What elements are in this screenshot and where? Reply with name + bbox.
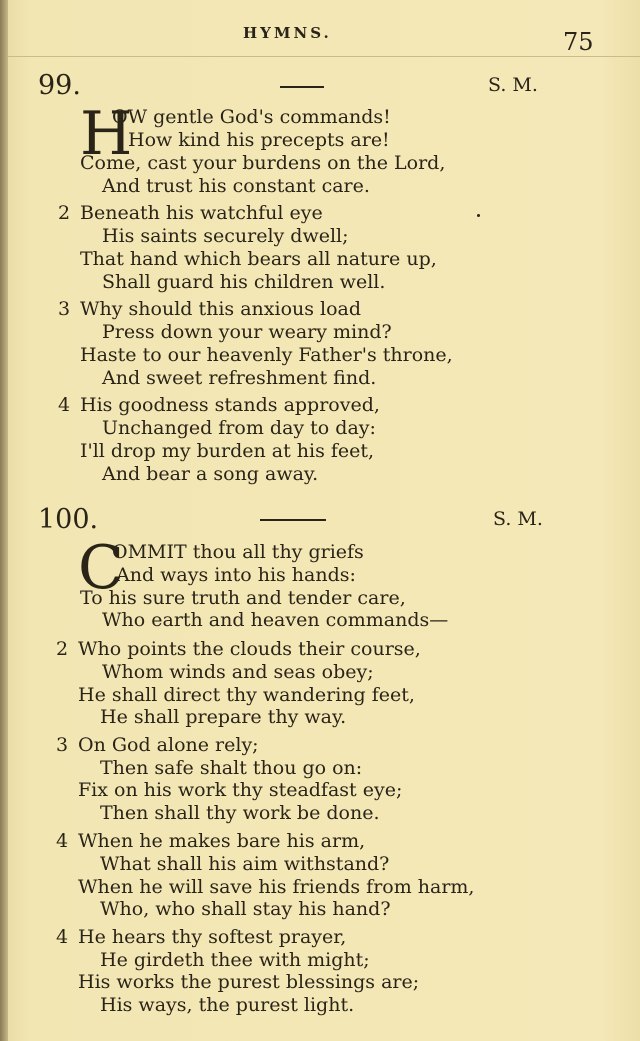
verse-line: Press down your weary mind? (102, 321, 392, 343)
hymn-meter: S. M. (493, 508, 543, 530)
stanza-number: 4 (58, 394, 71, 416)
ink-speck (477, 214, 480, 217)
verse-line: He hears thy softest prayer, (78, 926, 347, 948)
stanza-number: 2 (58, 202, 71, 224)
verse-line: OMMIT thou all thy griefs (112, 541, 364, 563)
header-rule (8, 56, 640, 57)
page-number: 75 (563, 28, 594, 56)
verse-line: Who, who shall stay his hand? (100, 898, 391, 920)
verse-line: Who points the clouds their course, (78, 638, 421, 660)
verse-line: He girdeth thee with might; (100, 949, 370, 971)
verse-line: And bear a song away. (102, 463, 319, 485)
page-gutter (0, 0, 8, 1041)
hymn-separator (280, 86, 324, 88)
running-head: HYMNS. (243, 24, 332, 42)
hymn-number: 100. (38, 504, 99, 535)
drop-cap: C (78, 533, 124, 603)
verse-line: Who earth and heaven commands— (102, 609, 449, 631)
verse-line: Why should this anxious load (80, 298, 362, 320)
hymn-number: 99. (38, 70, 81, 101)
verse-line: When he will save his friends from harm, (78, 876, 475, 898)
verse-line: What shall his aim withstand? (100, 853, 390, 875)
verse-line: His ways, the purest light. (100, 994, 355, 1016)
stanza-number: 3 (56, 734, 69, 756)
verse-line: I'll drop my burden at his feet, (80, 440, 375, 462)
verse-line: And sweet refreshment find. (102, 367, 377, 389)
verse-line: That hand which bears all nature up, (80, 248, 437, 270)
verse-line: His goodness stands approved, (80, 394, 380, 416)
verse-line: He shall direct thy wandering feet, (78, 684, 415, 706)
hymn-separator (260, 519, 326, 521)
verse-line: Unchanged from day to day: (102, 417, 376, 439)
verse-line: Fix on his work thy steadfast eye; (78, 779, 403, 801)
stanza-number: 4 (56, 926, 69, 948)
verse-line: And ways into his hands: (116, 564, 356, 586)
verse-line: When he makes bare his arm, (78, 830, 366, 852)
verse-line: And trust his constant care. (102, 175, 370, 197)
verse-line: On God alone rely; (78, 734, 259, 756)
stanza-number: 3 (58, 298, 71, 320)
verse-line: How kind his precepts are! (128, 129, 390, 151)
verse-line: Beneath his watchful eye (80, 202, 323, 224)
verse-line: His works the purest blessings are; (78, 971, 420, 993)
verse-line: OW gentle God's commands! (112, 106, 391, 128)
hymn-meter: S. M. (488, 74, 538, 96)
verse-line: Then shall thy work be done. (100, 802, 380, 824)
verse-line: To his sure truth and tender care, (80, 587, 406, 609)
verse-line: Haste to our heavenly Father's throne, (80, 344, 453, 366)
verse-line: Then safe shalt thou go on: (100, 757, 363, 779)
verse-line: Whom winds and seas obey; (102, 661, 374, 683)
stanza-number: 2 (56, 638, 69, 660)
verse-line: Come, cast your burdens on the Lord, (80, 152, 446, 174)
stanza-number: 4 (56, 830, 69, 852)
drop-cap: H (80, 99, 133, 169)
verse-line: He shall prepare thy way. (100, 706, 347, 728)
verse-line: Shall guard his children well. (102, 271, 386, 293)
verse-line: His saints securely dwell; (102, 225, 349, 247)
